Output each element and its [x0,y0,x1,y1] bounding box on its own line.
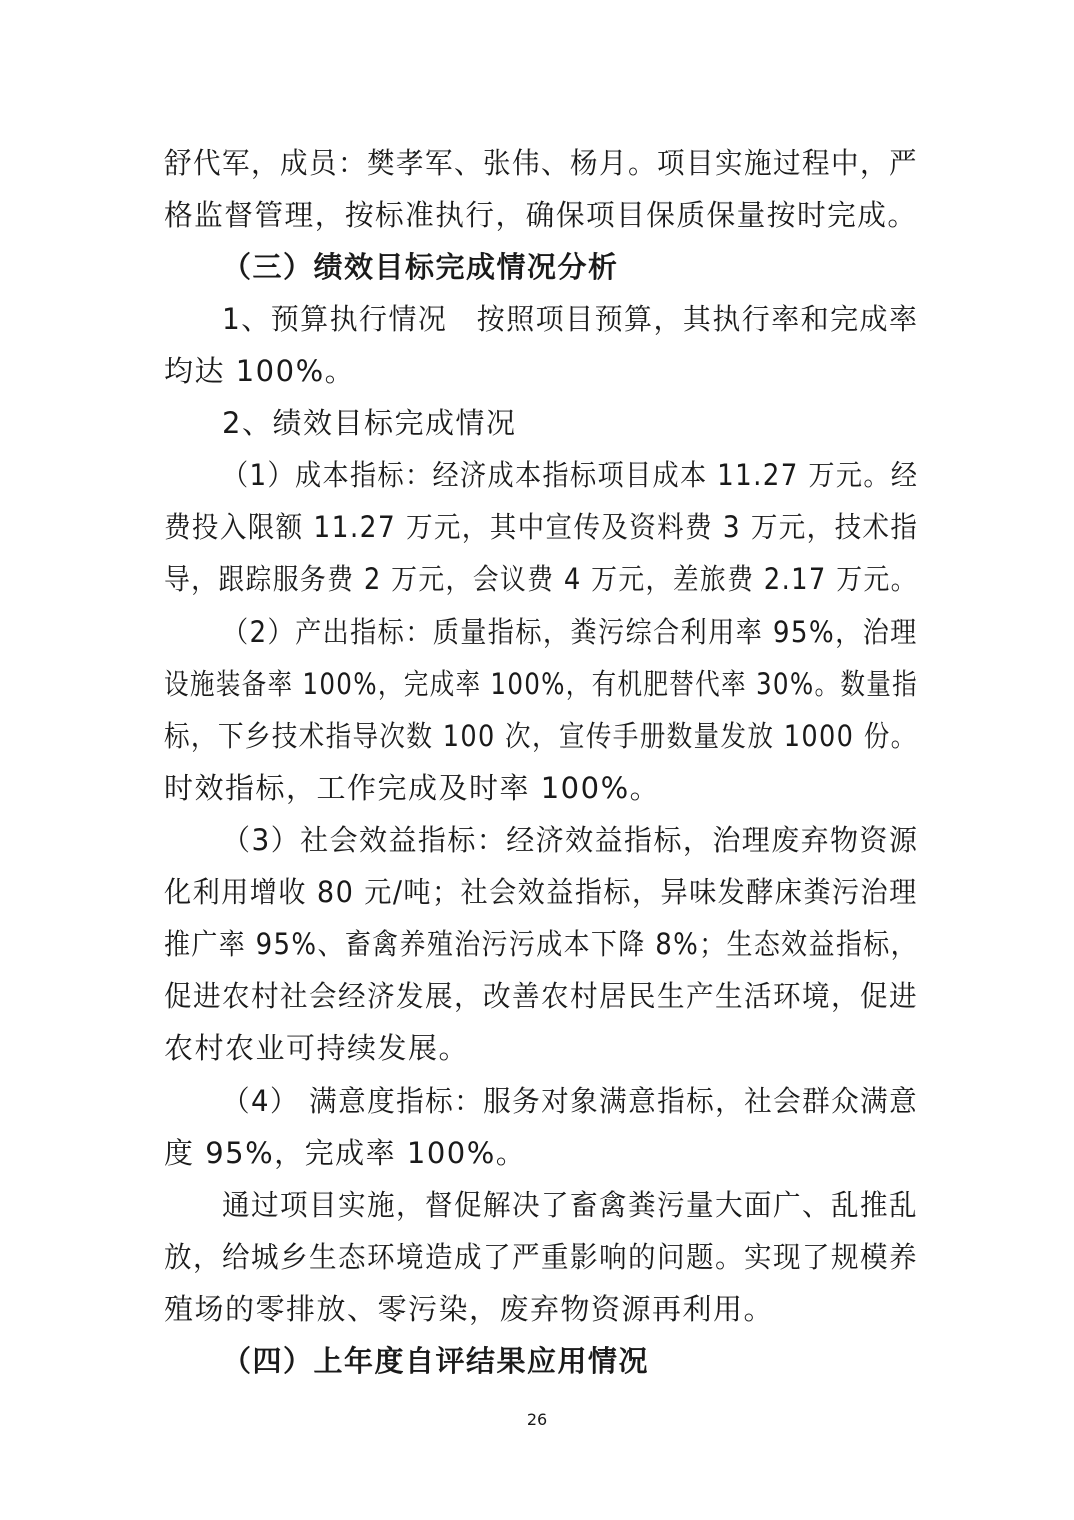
body-text-line: 化利用增收 80 元/吨；社会效益指标，异味发酵床粪污治理 [164,875,918,909]
body-text-line: 设施装备率 100%，完成率 100%，有机肥替代率 30%。数量指 [164,667,918,701]
page-number: 26 [526,1410,548,1429]
body-text-line: 导，跟踪服务费 2 万元，会议费 4 万元，差旅费 2.17 万元。 [164,562,918,596]
body-text-line: （4） 满意度指标：服务对象满意指标，社会群众满意 [222,1084,919,1118]
body-text-line: 均达 100%。 [164,354,356,388]
body-text-line: 2、绩效目标完成情况 [222,406,517,440]
section-heading: （三）绩效目标完成情况分析 [222,250,619,284]
body-text-line: 促进农村社会经济发展，改善农村居民生产生活环境，促进 [164,979,919,1013]
body-text-line: 标，下乡技术指导次数 100 次，宣传手册数量发放 1000 份。 [164,719,918,753]
body-text-line: 1、预算执行情况 按照项目预算，其执行率和完成率 [222,302,919,336]
body-text-line: 通过项目实施，督促解决了畜禽粪污量大面广、乱推乱 [222,1188,919,1222]
body-text-line: 放，给城乡生态环境造成了严重影响的问题。实现了规模养 [164,1240,919,1274]
body-text-line: 舒代军，成员：樊孝军、张伟、杨月。项目实施过程中，严 [164,146,919,180]
body-text-line: （2）产出指标：质量指标，粪污综合利用率 95%，治理 [222,615,918,649]
body-text-line: （3）社会效益指标：经济效益指标，治理废弃物资源 [222,823,919,857]
body-text-line: 农村农业可持续发展。 [164,1031,470,1065]
body-text-line: 时效指标，工作完成及时率 100%。 [164,771,661,805]
body-text-line: 殖场的零排放、零污染，废弃物资源再利用。 [164,1292,775,1326]
body-text-line: 格监督管理，按标准执行，确保项目保质保量按时完成。 [164,198,918,232]
body-text-line: （1）成本指标：经济成本指标项目成本 11.27 万元。经 [222,458,919,492]
body-text-line: 度 95%，完成率 100%。 [164,1136,527,1170]
section-heading: （四）上年度自评结果应用情况 [222,1344,650,1378]
body-text-line: 推广率 95%、畜禽养殖治污污成本下降 8%；生态效益指标， [164,927,918,961]
body-text-line: 费投入限额 11.27 万元，其中宣传及资料费 3 万元，技术指 [164,510,919,544]
